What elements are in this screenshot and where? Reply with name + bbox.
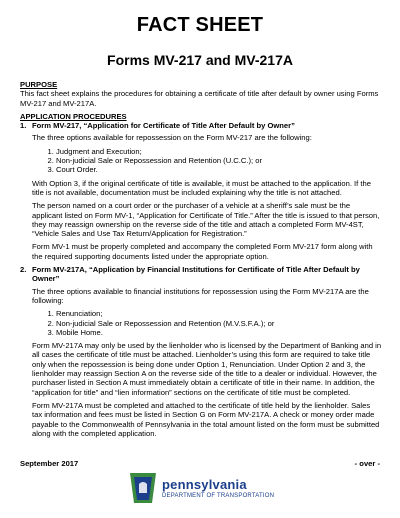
purpose-section <box>20 80 382 108</box>
options-list <box>44 147 382 175</box>
footer-date: September 2017 <box>20 459 79 468</box>
item-body <box>32 287 382 438</box>
item-paragraph: Form MV-217A must be completed and attached to the certificate of title held by the lienholder. Sales tax information and fees must be listed in Section G on Form MV-217A. A check or money order made payable to the Commonwealth of Pennsylvania in the total amount listed on the form must be submitted along with the completed application. <box>32 400 380 438</box>
procedures-section <box>20 112 382 438</box>
item-intro: The three options available for repossession on the Form MV-217 are the following: <box>32 133 312 143</box>
footer-over: - over - <box>354 459 380 468</box>
page-title: FACT SHEET <box>136 14 264 36</box>
item-number: 1. <box>20 121 27 131</box>
options-list <box>44 309 382 337</box>
logo-name: pennsylvania <box>162 477 247 492</box>
procedure-item-header <box>20 121 382 130</box>
item-paragraph: Form MV-217A may only be used by the lienholder who is licensed by the Department of Banking and in all cases the certificate of title must be attached. Lienholder’s using this form are required to take title only when the repossession is being done under Option 1, Renunciation. Under Option 2 and 3, the lienholder may reassign Section A on the reverse side of the title to a dealer or individual. However, the purchaser listed in Section A must immediately obtain a certificate of title in their name. In addition, the “application for title” and “lien information” sections on the certificate of title must be completed. <box>32 341 382 397</box>
item-title: Form MV-217A, “Application by Financial Institutions for Certificate of Title After Default by Owner” <box>32 265 360 284</box>
procedures-heading: APPLICATION PROCEDURES <box>20 111 127 121</box>
purpose-text: This fact sheet explains the procedures for obtaining a certificate of title after default by owner using Forms MV-217 and MV-217A. <box>20 89 379 108</box>
logo-text <box>162 477 274 499</box>
option-item: 2. Non-judicial Sale or Repossession and Retention (U.C.C.); or <box>56 156 382 165</box>
document-body <box>20 80 382 442</box>
item-body <box>32 133 382 261</box>
item-number: 2. <box>20 265 27 275</box>
option-item: 3. Court Order. <box>56 165 382 174</box>
penndot-logo <box>128 471 278 507</box>
item-paragraph: Form MV-1 must be properly completed and accompany the completed Form MV-217 form along with the required supporting documents listed under the appropriate option. <box>32 242 373 261</box>
procedure-item-mv217a <box>20 265 382 438</box>
logo-department: DEPARTMENT OF TRANSPORTATION <box>162 493 275 499</box>
item-paragraph: The person named on a court order or the purchaser of a vehicle at a sheriff’s sale must be the applicant listed on Form MV-1, “Application for Certificate of Title.” After the title is issued to that person, they may reassign ownership on the reverse side of the title and attach a completed Form MV-4ST, “Vehicle Sales and Use Tax Return/Application for Registration.” <box>32 201 380 239</box>
procedure-item-mv217 <box>20 121 382 261</box>
procedure-item-header <box>20 265 382 284</box>
keystone-icon <box>128 471 158 505</box>
purpose-heading: PURPOSE <box>20 80 58 89</box>
option-item: 3. Mobile Home. <box>56 328 382 337</box>
option-item: 1. Renunciation; <box>56 309 382 318</box>
item-paragraph: With Option 3, if the original certificate of title is available, it must be attached to the application. If the title is not available, documentation must be included explaining why the title is not attached. <box>32 178 371 197</box>
item-title: Form MV-217, “Application for Certificate of Title After Default by Owner” <box>32 121 295 131</box>
option-item: 1. Judgment and Execution; <box>56 147 382 156</box>
option-item: 2. Non-judicial Sale or Repossession and Retention (M.V.S.F.A.); or <box>56 319 382 328</box>
item-intro: The three options available to financial institutions for repossession using the Form MV-217A are the following: <box>32 286 369 305</box>
page-subtitle: Forms MV-217 and MV-217A <box>107 52 293 68</box>
